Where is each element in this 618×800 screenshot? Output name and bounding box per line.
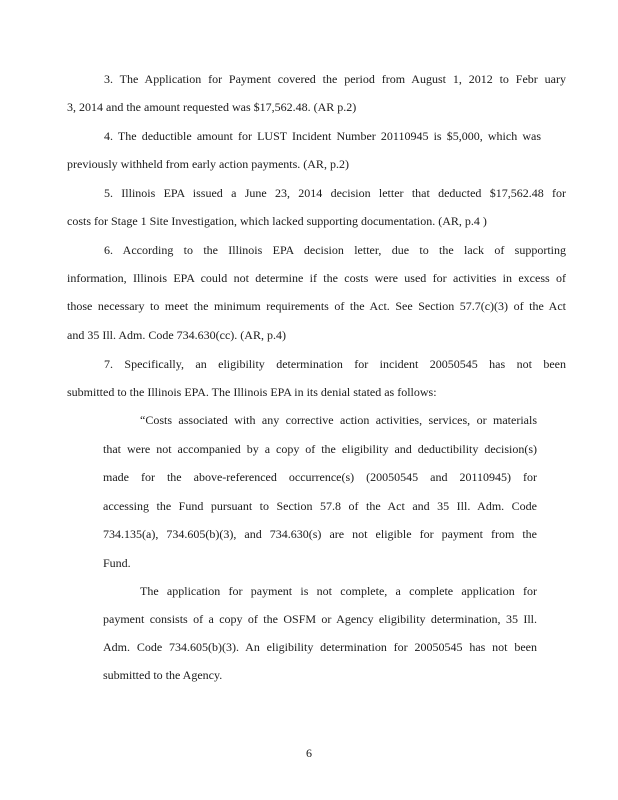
para-3-line-1: 3. The Application for Payment covered the period from August 1, 2012 to Febr uary (104, 72, 566, 86)
para-6-line-4: and 35 Ill. Adm. Code 734.630(cc). (AR, p.4) (67, 328, 286, 342)
quote-2-line-2: payment consists of a copy of the OSFM or Agency eligibility determination, 35 Ill. (103, 612, 537, 626)
quote-1-line-1: “Costs associated with any corrective action activities, services, or materials (140, 413, 537, 427)
para-6-line-1: 6. According to the Illinois EPA decision letter, due to the lack of supporting (104, 243, 566, 257)
para-6-line-3: those necessary to meet the minimum requirements of the Act. See Section 57.7(c)(3) of the Act (67, 299, 566, 313)
para-5-line-2: costs for Stage 1 Site Investigation, which lacked supporting documentation. (AR, p.4 ) (67, 214, 487, 228)
quote-1-line-6: Fund. (103, 556, 131, 570)
para-7-line-1: 7. Specifically, an eligibility determination for incident 20050545 has not been (104, 357, 566, 371)
quote-1-line-4: accessing the Fund pursuant to Section 57.8 of the Act and 35 Ill. Adm. Code (103, 499, 537, 513)
para-6-line-2: information, Illinois EPA could not determine if the costs were used for activities in excess of (67, 271, 566, 285)
quote-2-line-1: The application for payment is not complete, a complete application for (140, 584, 537, 598)
quote-1-line-3: made for the above-referenced occurrence(s) (20050545 and 20110945) for (103, 470, 537, 484)
quote-2-line-4: submitted to the Agency. (103, 668, 223, 682)
para-4-line-2: previously withheld from early action payments. (AR, p.2) (67, 157, 349, 171)
page-number: 6 (306, 746, 312, 760)
para-3-line-2: 3, 2014 and the amount requested was $17,562.48. (AR p.2) (67, 100, 357, 114)
para-5-line-1: 5. Illinois EPA issued a June 23, 2014 decision letter that deducted $17,562.48 for (104, 186, 566, 200)
para-7-line-2: submitted to the Illinois EPA. The Illinois EPA in its denial stated as follows: (67, 385, 437, 399)
quote-1-line-5: 734.135(a), 734.605(b)(3), and 734.630(s) are not eligible for payment from the (103, 527, 537, 541)
quote-2-line-3: Adm. Code 734.605(b)(3). An eligibility determination for 20050545 has not been (103, 640, 537, 654)
para-4-line-1: 4. The deductible amount for LUST Incident Number 20110945 is $5,000, which was (104, 129, 541, 143)
quote-1-line-2: that were not accompanied by a copy of the eligibility and deductibility decision(s) (103, 442, 537, 456)
